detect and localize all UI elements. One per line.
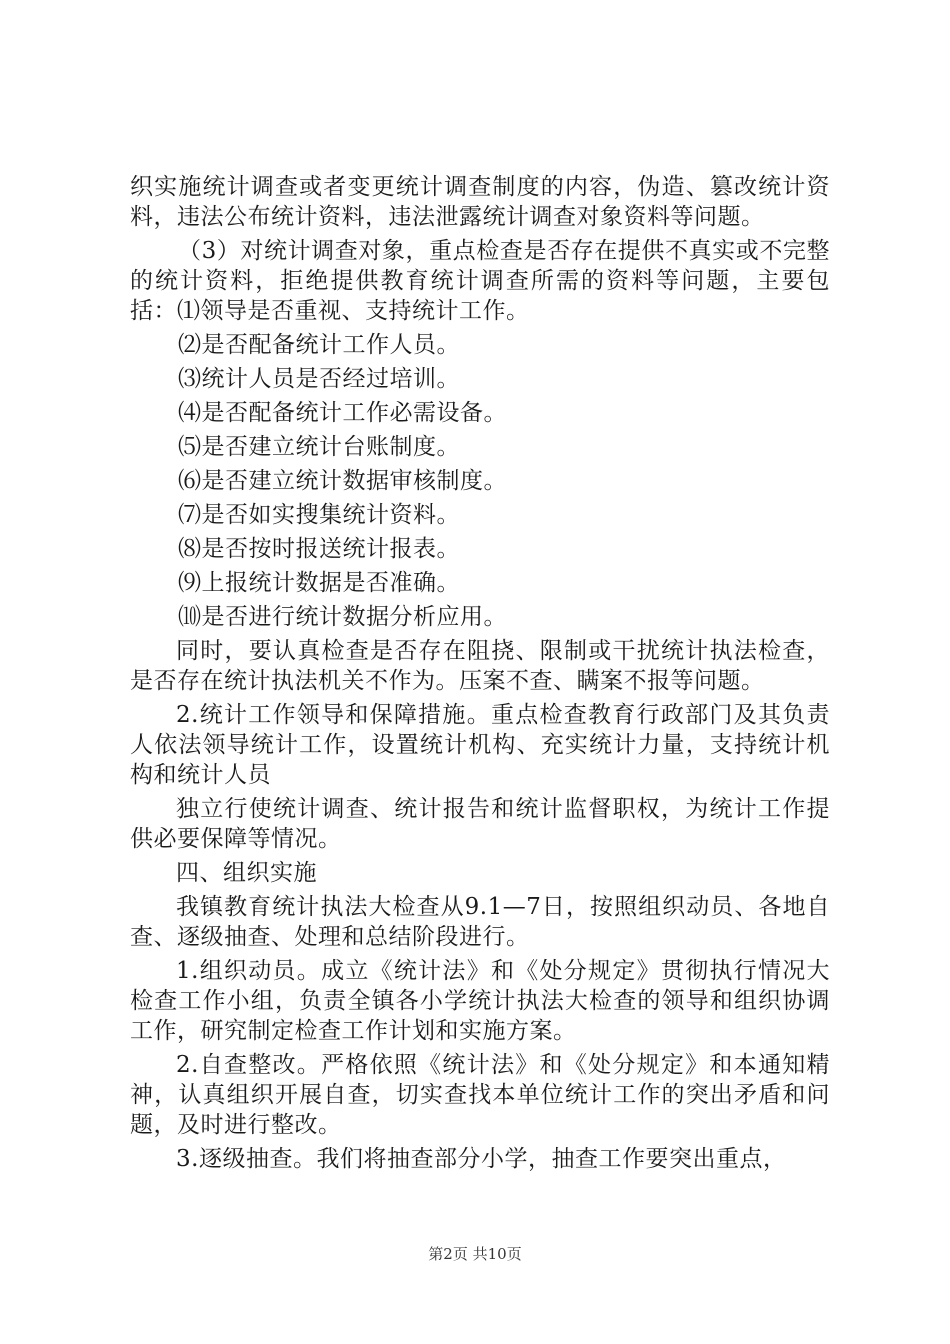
list-item: ⑵是否配备统计工作人员。 [178, 332, 460, 358]
paragraph-obstruction-check: 同时，要认真检查是否存在阻挠、限制或干扰统计执法检查，是否存在统计执法机关不作为。压案不查、瞒案不报等问题。 [130, 638, 830, 694]
paragraph-item-3: （3）对统计调查对象，重点检查是否存在提供不真实或不完整的统计资料，拒绝提供教育统计调查所需的资料等问题，主要包括：⑴领导是否重视、支持统计工作。 [130, 238, 830, 324]
list-item: ⑻是否按时报送统计报表。 [178, 536, 460, 562]
list-item: ⑶统计人员是否经过培训。 [178, 366, 460, 392]
section-heading: 四、组织实施 [176, 860, 317, 886]
list-item: ⑸是否建立统计台账制度。 [178, 434, 460, 460]
paragraph-leadership-measures: 2.统计工作领导和保障措施。重点检查教育行政部门及其负责人依法领导统计工作，设置统计机构、充实统计力量，支持统计机构和统计人员 [130, 702, 830, 788]
list-item: ⑹是否建立统计数据审核制度。 [178, 468, 507, 494]
list-item: ⑺是否如实搜集统计资料。 [178, 502, 460, 528]
page-number-footer: 第2页 共10页 [428, 1245, 522, 1263]
paragraph-mobilization: 1.组织动员。成立《统计法》和《处分规定》贯彻执行情况大检查工作小组，负责全镇各小学统计执法大检查的领导和组织协调工作，研究制定检查工作计划和实施方案。 [130, 958, 830, 1044]
paragraph-schedule: 我镇教育统计执法大检查从9.1—7日，按照组织动员、各地自查、逐级抽查、处理和总结阶段进行。 [130, 894, 830, 950]
document-body [130, 172, 830, 1174]
paragraph-spot-check: 3.逐级抽查。我们将抽查部分小学，抽查工作要突出重点， [176, 1146, 787, 1172]
paragraph-self-check: 2.自查整改。严格依照《统计法》和《处分规定》和本通知精神，认真组织开展自查，切实查找本单位统计工作的突出矛盾和问题，及时进行整改。 [130, 1052, 830, 1138]
paragraph-independent-authority: 独立行使统计调查、统计报告和统计监督职权，为统计工作提供必要保障等情况。 [130, 796, 830, 852]
paragraph-continuation: 织实施统计调查或者变更统计调查制度的内容，伪造、篡改统计资料，违法公布统计资料，违法泄露统计调查对象资料等问题。 [130, 174, 830, 230]
list-item: ⑼上报统计数据是否准确。 [178, 570, 460, 596]
list-item: ⑷是否配备统计工作必需设备。 [178, 400, 507, 426]
list-item: ⑽是否进行统计数据分析应用。 [178, 604, 507, 630]
